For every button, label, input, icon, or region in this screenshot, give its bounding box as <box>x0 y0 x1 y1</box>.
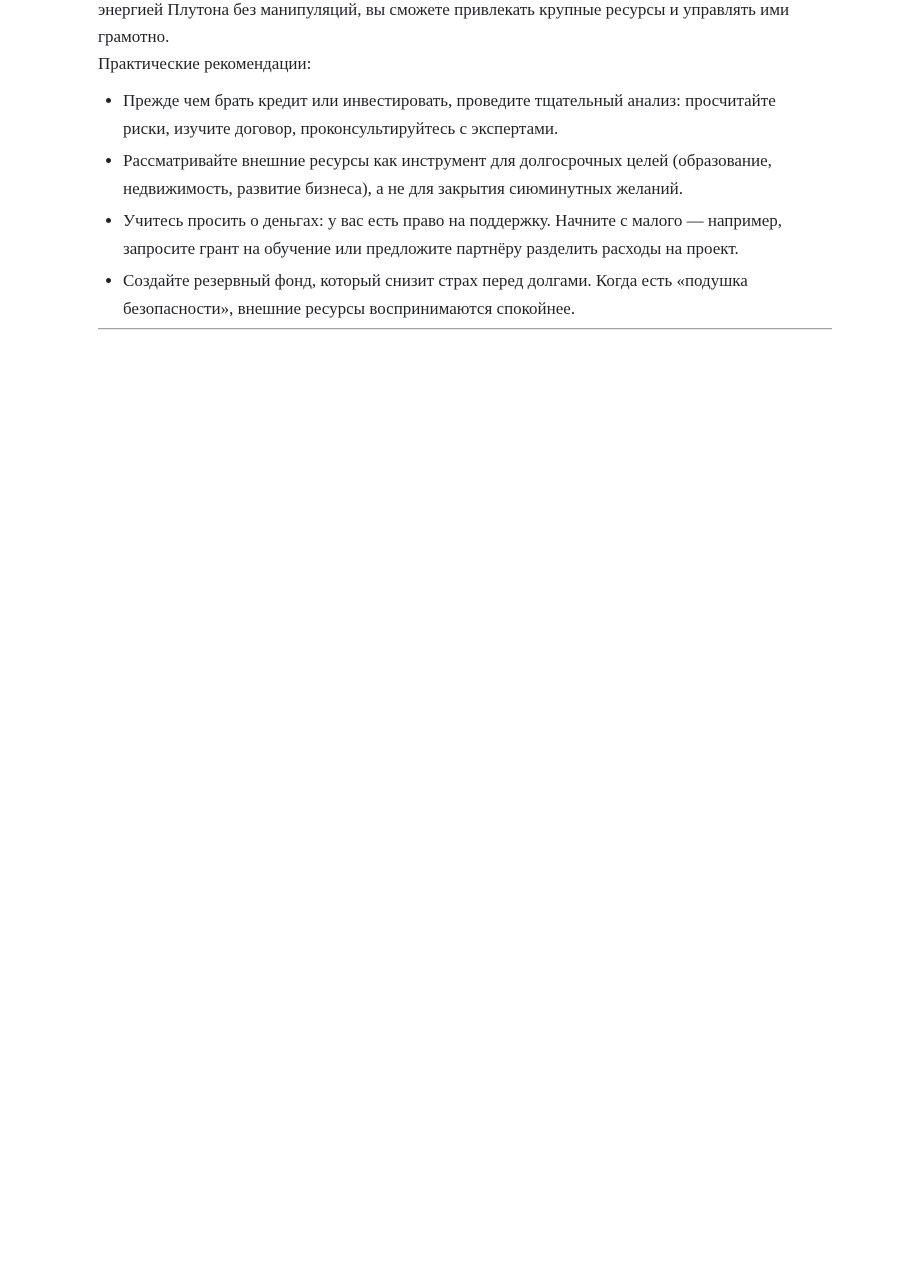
recommendations-list <box>98 87 832 322</box>
article-content <box>98 0 832 330</box>
list-item: • Рассматривайте внешние ресурсы как инструмент для долгосрочных целей (образование, недвижимость, развитие бизнеса), а не для закрытия сиюминутных желаний. <box>123 147 832 202</box>
recommendations-heading: Практические рекомендации: <box>98 54 312 73</box>
section-divider <box>98 328 832 330</box>
list-item: • Учитесь просить о деньгах: у вас есть право на поддержку. Начните с малого — например, запросите грант на обучение или предложите партнёру разделить расходы на проект. <box>123 207 832 262</box>
list-item: • Создайте резервный фонд, который снизит страх перед долгами. Когда есть «подушка безопасности», внешние ресурсы воспринимаются спокойнее. <box>123 267 832 322</box>
list-item: • Прежде чем брать кредит или инвестировать, проведите тщательный анализ: просчитайте риски, изучите договор, проконсультируйтесь с экспертами. <box>123 87 832 142</box>
intro-paragraph: энергией Плутона без манипуляций, вы сможете привлекать крупные ресурсы и управлять ими грамотно. <box>98 0 790 46</box>
